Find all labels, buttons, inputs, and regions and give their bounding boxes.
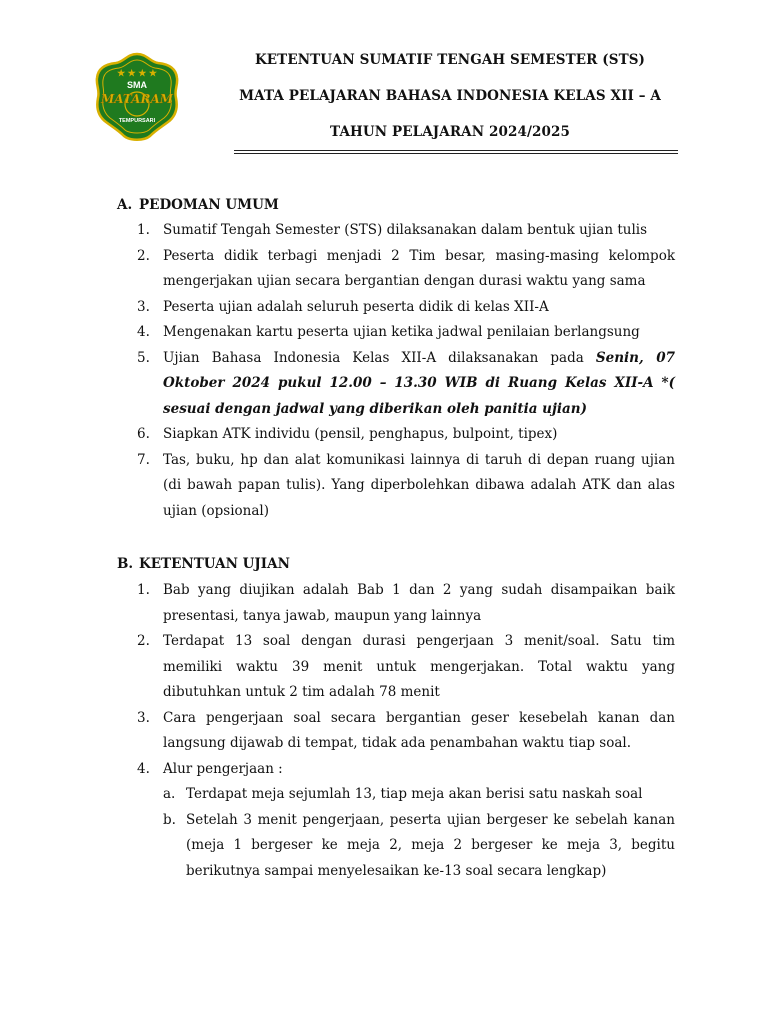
section-b-heading [117,556,290,572]
logo-name: MATARAM [100,92,174,106]
sub-list-item: a. Terdapat meja sejumlah 13, tiap meja akan berisi satu naskah soal [163,786,643,802]
school-emblem-icon [92,52,182,142]
list-item: 1. Bab yang diujikan adalah Bab 1 dan 2 yang sudah disampaikan baik presentasi, tanya jawab, maupun yang lainnya [137,582,675,624]
section-a-heading [117,197,279,213]
section-b-list [137,578,675,884]
header-title-line2: MATA PELAJARAN BAHASA INDONESIA KELAS XII – A [239,88,661,104]
sub-list-item: b. Setelah 3 menit pengerjaan, peserta ujian bergeser ke sebelah kanan (meja 1 bergeser ke meja 2, meja 2 bergeser ke meja 3, begitu berikutnya sampai menyelesaikan ke-13 soal secara lengkap) [163,811,675,879]
list-item: 1. Sumatif Tengah Semester (STS) dilaksanakan dalam bentuk ujian tulis [137,222,648,238]
list-item: 6. Siapkan ATK individu (pensil, penghapus, bulpoint, tipex) [137,426,558,442]
list-item: 4. Mengenakan kartu peserta ujian ketika jadwal penilaian berlangsung [137,324,640,340]
section-a-list [137,218,675,524]
list-item: 7. Tas, buku, hp dan alat komunikasi lainnya di taruh di depan ruang ujian (di bawah papan tulis). Yang diperbolehkan dibawa adalah ATK dan alas ujian (opsional) [137,451,675,519]
exam-schedule-emphasis: Senin, 07 Oktober 2024 pukul 12.00 – 13.30 WIB di Ruang Kelas XII-A *( sesuai dengan jadwal yang diberikan oleh panitia ujian) [163,349,675,417]
header-divider-top [234,150,678,151]
logo-bottom-text: TEMPURSARI [118,118,156,124]
list-item: 2. Terdapat 13 soal dengan durasi pengerjaan 3 menit/soal. Satu tim memiliki waktu 39 menit untuk mengerjakan. Total waktu yang dibutuhkan untuk 2 tim adalah 78 menit [137,633,675,700]
header-title-line3: TAHUN PELAJARAN 2024/2025 [330,124,570,140]
list-item: 3. Cara pengerjaan soal secara bergantian geser kesebelah kanan dan langsung dijawab di tempat, tidak ada penambahan waktu tiap soal. [137,709,675,751]
section-b-title: KETENTUAN UJIAN [139,556,290,572]
logo-top-text: SMA [127,80,147,90]
list-item: 5. Ujian Bahasa Indonesia Kelas XII-A dilaksanakan pada Senin, 07 Oktober 2024 pukul 12.00 – 13.30 WIB di Ruang Kelas XII-A *( sesuai dengan jadwal yang diberikan oleh panitia ujian) [137,349,675,417]
alur-sub-list [163,782,675,884]
list-item: 2. Peserta didik terbagi menjadi 2 Tim besar, masing-masing kelompok mengerjakan ujian secara bergantian dengan durasi waktu yang sama [137,247,675,289]
section-b-letter: B. [117,556,134,572]
list-item: 3. Peserta ujian adalah seluruh peserta didik di kelas XII-A [137,298,549,315]
header-divider-bottom [234,153,678,154]
section-a-letter: A. [117,197,133,213]
logo-stars: ★ ★ ★ ★ [117,68,157,78]
header-title-line1: KETENTUAN SUMATIF TENGAH SEMESTER (STS) [254,52,646,68]
list-item: 4. Alur pengerjaan : a. Terdapat meja sejumlah 13, tiap meja akan berisi satu naskah soal b. Setelah 3 menit pengerjaan, peserta ujian bergeser ke sebelah kanan (meja 1 bergeser ke meja 2, meja 2 bergeser ke meja 3, begitu berikutnya sampai menyelesaikan ke-13 soal secara lengkap) [137,757,675,885]
section-a-title: PEDOMAN UMUM [139,197,279,213]
